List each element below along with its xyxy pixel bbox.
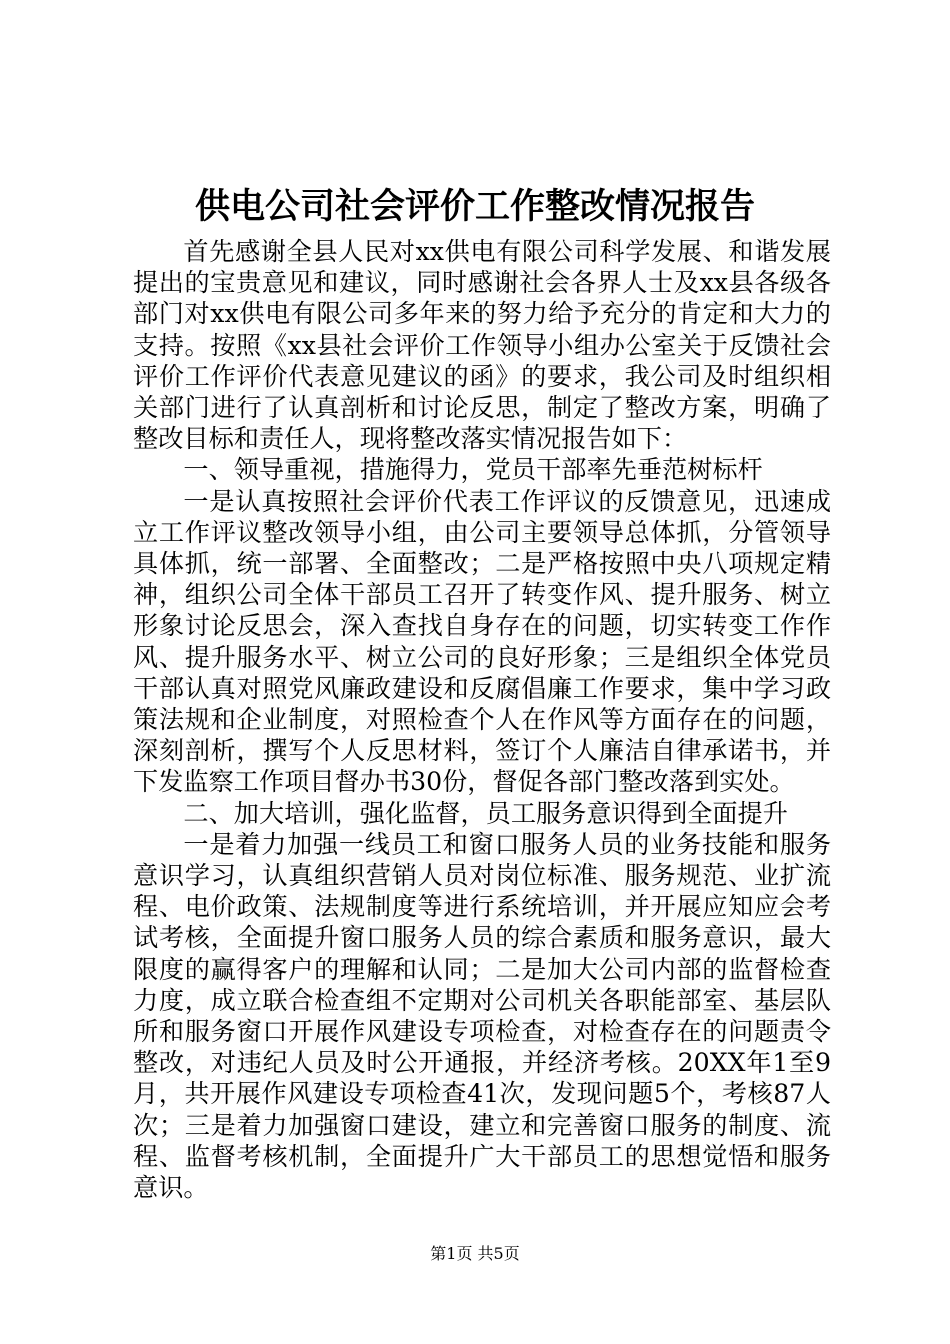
page-footer: 第1页 共5页 <box>430 1244 520 1263</box>
section-heading-2: 二、加大培训，强化监督，员工服务意识得到全面提升 <box>183 798 788 828</box>
section-heading-1: 一、领导重视，措施得力，党员干部率先垂范树标杆 <box>183 455 763 485</box>
document-title: 供电公司社会评价工作整改情况报告 <box>194 186 755 227</box>
paragraph-section-2: 一是着力加强一线员工和窗口服务人员的业务技能和服务意识学习，认真组织营销人员对岗位标准、服务规范、业扩流程、电价政策、法规制度等进行系统培训，并开展应知应会考试考核，全面提升窗口服务人员的综合素质和服务意识，最大限度的赢得客户的理解和认同；二是加大公司内部的监督检查力度，成立联合检查组不定期对公司机关各职能部室、基层队所和服务窗口开展作风建设专项检查，对检查存在的问题责令整改，对违纪人员及时公开通报，并经济考核。20XX年1至9月，共开展作风建设专项检查41次，发现问题5个，考核87人次；三是着力加强窗口建设，建立和完善窗口服务的制度、流程、监督考核机制，全面提升广大干部员工的思想觉悟和服务意识。 <box>133 829 831 1203</box>
paragraph-intro: 首先感谢全县人民对xx供电有限公司科学发展、和谐发展提出的宝贵意见和建议，同时感谢社会各界人士及xx县各级各部门对xx供电有限公司多年来的努力给予充分的肯定和大力的支持。按照《xx县社会评价工作领导小组办公室关于反馈社会评价工作评价代表意见建议的函》的要求，我公司及时组织相关部门进行了认真剖析和讨论反思，制定了整改方案，明确了整改目标和责任人，现将整改落实情况报告如下： <box>133 237 831 454</box>
paragraph-section-1: 一是认真按照社会评价代表工作评议的反馈意见，迅速成立工作评议整改领导小组，由公司主要领导总体抓，分管领导具体抓，统一部署、全面整改；二是严格按照中央八项规定精神，组织公司全体干部员工召开了转变作风、提升服务、树立形象讨论反思会，深入查找自身存在的问题，切实转变工作作风、提升服务水平、树立公司的良好形象；三是组织全体党员干部认真对照党风廉政建设和反腐倡廉工作要求，集中学习政策法规和企业制度，对照检查个人在作风等方面存在的问题，深刻剖析，撰写个人反思材料，签订个人廉洁自律承诺书，并下发监察工作项目督办书30份，督促各部门整改落到实处。 <box>133 486 831 797</box>
document-body <box>133 236 831 1203</box>
